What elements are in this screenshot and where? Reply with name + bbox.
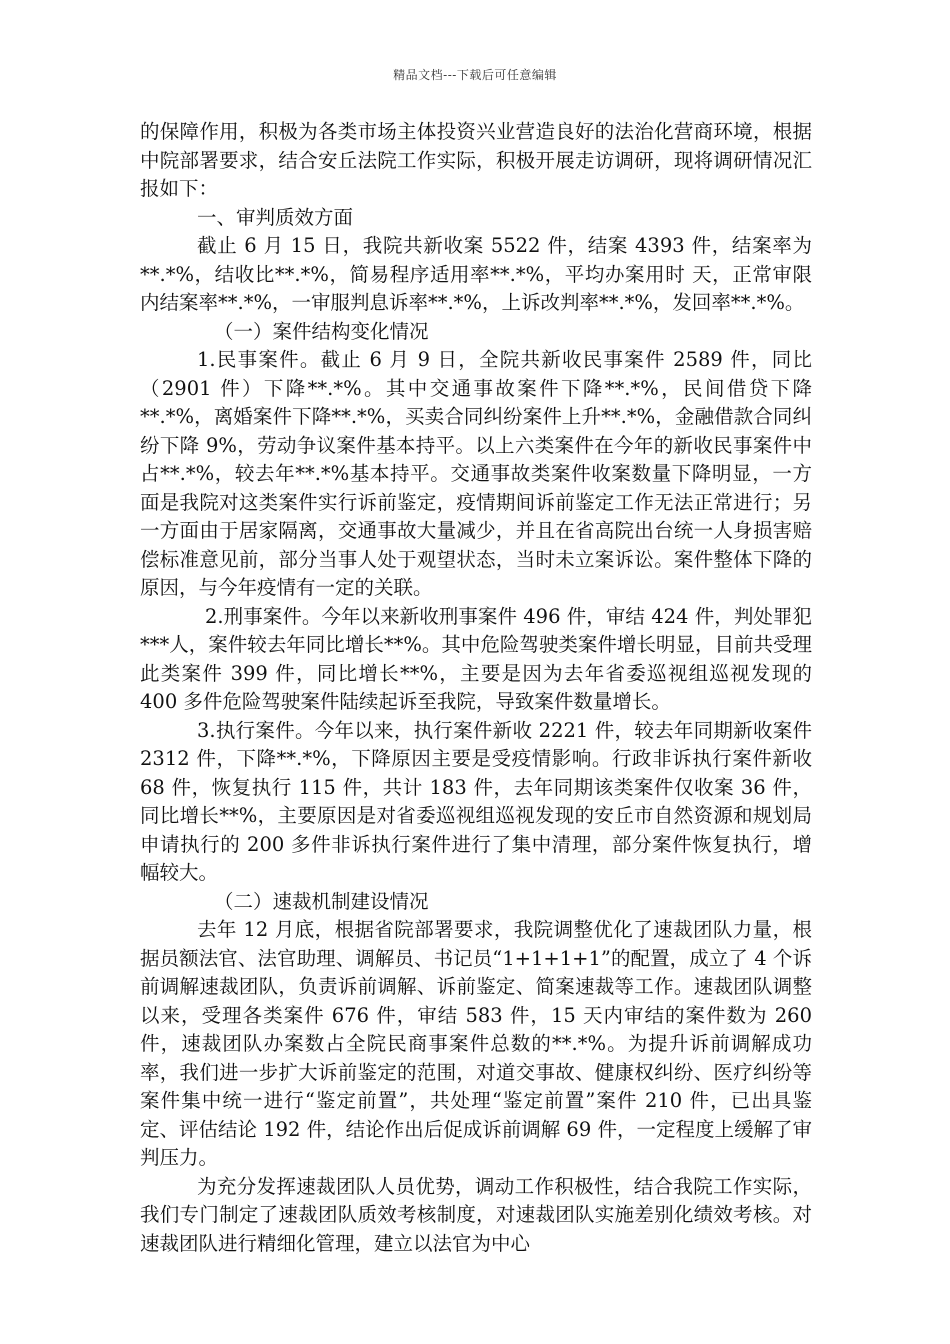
subsection-heading-fast-track: （二）速裁机制建设情况 <box>214 889 429 913</box>
paragraph-fast-track-team: 去年 12 月底，根据省院部署要求，我院调整优化了速裁团队力量，根据员额法官、法官助理、调解员、书记员“1+1+1+1”的配置，成立了 4 个诉前调解速裁团队，负责诉前调解、诉前鉴定、简案速裁等工作。速裁团队调整以来，受理各类案件 676 件，审结 583 件，15 天内审结的案件数为 260 件，速裁团队办案数占全院民商事案件总数的**.*%。为提升诉前调解成功率，我们进一步扩大诉前鉴定的范围，对道交事故、健康权纠纷、医疗纠纷等案件集中统一进行“鉴定前置”，共处理“鉴定前置”案件 210 件，已出具鉴定、评估结论 192 件，结论作出后促成诉前调解 69 件，一定程度上缓解了审判压力。 <box>140 918 812 1169</box>
paragraph-performance-assessment: 为充分发挥速裁团队人员优势，调动工作积极性，结合我院工作实际，我们专门制定了速裁团队质效考核制度，对速裁团队实施差别化绩效考核。对速裁团队进行精细化管理，建立以法官为中心 <box>140 1174 812 1255</box>
page-header: 精品文档---下载后可任意编辑 <box>393 68 557 82</box>
section-heading-trial-quality: 一、审判质效方面 <box>197 205 354 229</box>
paragraph-enforcement-cases: 3.执行案件。今年以来，执行案件新收 2221 件，较去年同期新收案件 2312 件，下降**.*%，下降原因主要是受疫情影响。行政非诉执行案件新收 68 件，恢复执行 115 件，共计 183 件，去年同期该类案件仅收案 36 件，同比增长**%，主要原因是对省委巡视组巡视发现的安丘市自然资源和规划局申请执行的 200 多件非诉执行案件进行了集中清理，部分案件恢复执行，增幅较大。 <box>140 718 812 884</box>
paragraph-criminal-cases: 2.刑事案件。今年以来新收刑事案件 496 件，审结 424 件，判处罪犯***人，案件较去年同比增长**%。其中危险驾驶类案件增长明显，目前共受理此类案件 399 件，同比增长**%，主要是因为去年省委巡视组巡视发现的 400 多件危险驾驶案件陆续起诉至我院，导致案件数量增长。 <box>140 604 812 713</box>
paragraph-intro: 的保障作用，积极为各类市场主体投资兴业营造良好的法治化营商环境，根据中院部署要求，结合安丘法院工作实际，积极开展走访调研，现将调研情况汇报如下： <box>140 120 812 200</box>
subsection-heading-case-structure: （一）案件结构变化情况 <box>214 319 429 343</box>
paragraph-case-stats: 截止 6 月 15 日，我院共新收案 5522 件，结案 4393 件，结案率为**.*%，结收比**.*%，简易程序适用率**.*%，平均办案用时 天，正常审限内结案率**.*%，一审服判息诉率**.*%，上诉改判率**.*%，发回率**.*%。 <box>140 234 812 314</box>
paragraph-civil-cases: 1.民事案件。截止 6 月 9 日，全院共新收民事案件 2589 件，同比（2901 件）下降**.*%。其中交通事故案件下降**.*%，民间借贷下降**.*%，离婚案件下降**.*%，买卖合同纠纷案件上升**.*%，金融借款合同纠纷下降 9%，劳动争议案件基本持平。以上六类案件在今年的新收民事案件中占**.*%，较去年**.*%基本持平。交通事故类案件收案数量下降明显，一方面是我院对这类案件实行诉前鉴定，疫情期间诉前鉴定工作无法正常进行；另一方面由于居家隔离，交通事故大量减少，并且在省高院出台统一人身损害赔偿标准意见前，部分当事人处于观望状态，当时未立案诉讼。案件整体下降的原因，与今年疫情有一定的关联。 <box>140 348 812 599</box>
document-body <box>140 118 812 1258</box>
